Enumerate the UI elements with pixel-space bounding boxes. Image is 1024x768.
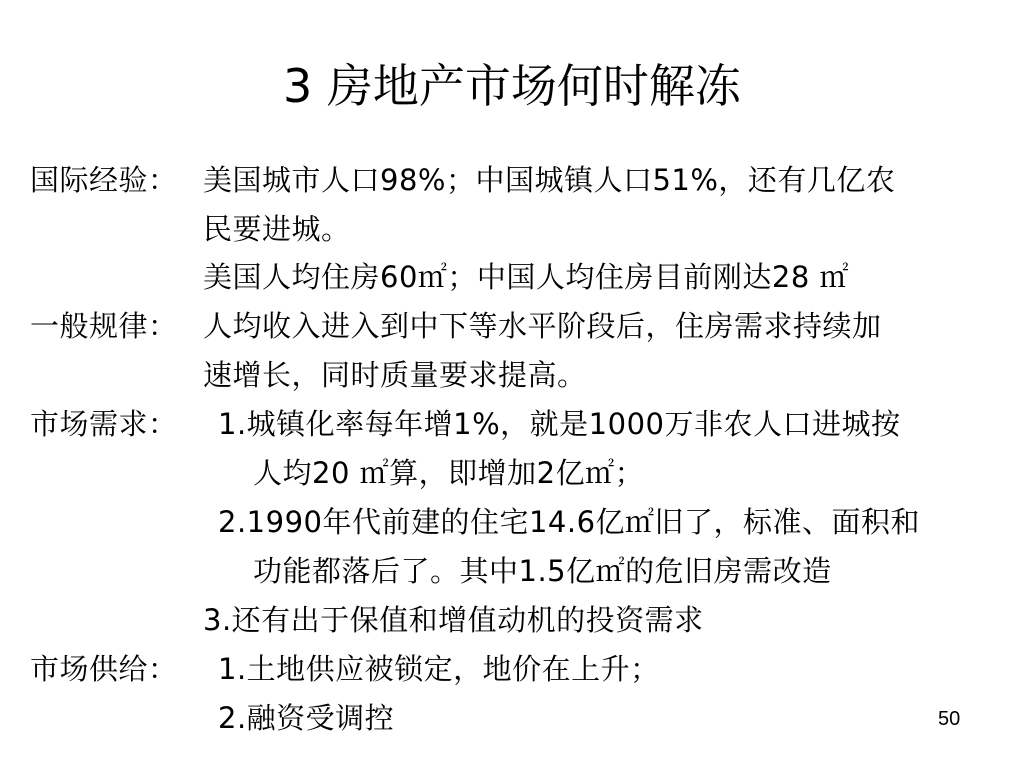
demand-label: 市场需求： (30, 407, 178, 441)
supply-label: 市场供给： (30, 652, 178, 686)
general-rule-line-2: 速增长，同时质量要求提高。 (203, 358, 587, 392)
general-rule-label: 一般规律： (30, 309, 178, 343)
international-label: 国际经验： (30, 163, 178, 197)
international-line-1: 美国城市人口98%；中国城镇人口51%，还有几亿农 (203, 163, 896, 197)
demand-line-2: 人均20 ㎡算，即增加2亿㎡； (253, 456, 645, 490)
demand-line-3: 2.1990年代前建的住宅14.6亿㎡旧了，标准、面积和 (218, 505, 921, 539)
international-line-2: 民要进城。 (203, 212, 351, 246)
slide-title: 3 房地产市场何时解冻 (283, 59, 741, 113)
demand-line-4: 功能都落后了。其中1.5亿㎡的危旧房需改造 (253, 554, 832, 588)
supply-line-2: 2.融资受调控 (218, 701, 395, 735)
general-rule-line-1: 人均收入进入到中下等水平阶段后，住房需求持续加 (203, 309, 882, 343)
page-number: 50 (938, 708, 961, 730)
demand-line-1: 1.城镇化率每年增1%，就是1000万非农人口进城按 (218, 407, 901, 441)
international-line-3: 美国人均住房60㎡；中国人均住房目前刚达28 ㎡ (203, 260, 850, 294)
demand-line-5: 3.还有出于保值和增值动机的投资需求 (203, 603, 704, 637)
supply-line-1: 1.土地供应被锁定，地价在上升； (218, 652, 660, 686)
